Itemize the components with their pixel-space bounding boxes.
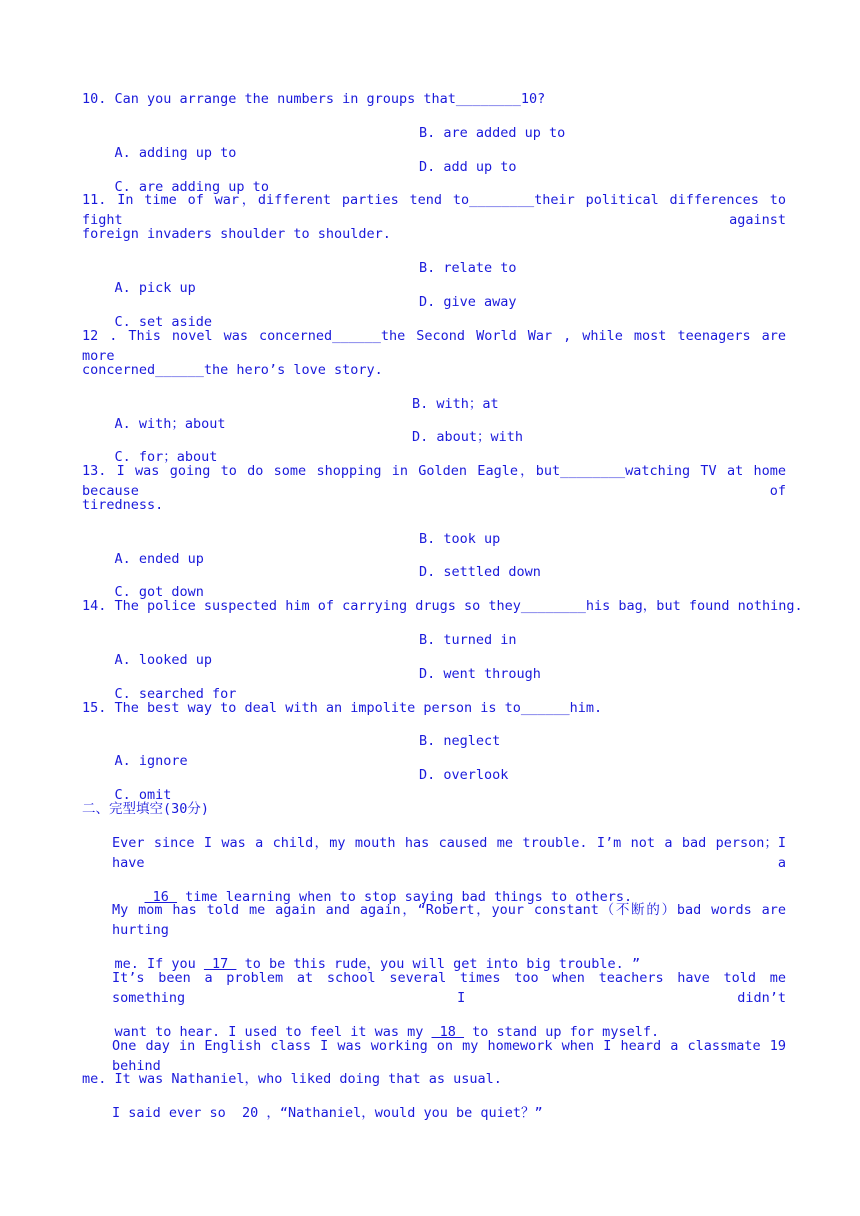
- q11-options-cd: [82, 292, 786, 330]
- q14-option-d[interactable]: D. went through: [419, 666, 541, 682]
- passage-p2-line2-pre: me. If you: [114, 956, 204, 972]
- q15-option-a[interactable]: A. ignore: [114, 753, 188, 769]
- q15-option-d[interactable]: D. overlook: [419, 767, 509, 783]
- q15-option-b[interactable]: B. neglect: [419, 733, 501, 749]
- passage-p3-line2: [82, 1002, 786, 1040]
- passage-p1-line2: [112, 867, 786, 905]
- passage-p1-line1: Ever since I was a child，my mouth has caused me trouble. I’m not a bad person；I have a: [112, 835, 786, 871]
- blank-16[interactable]: 16: [144, 889, 178, 905]
- q15-option-c[interactable]: C. omit: [114, 787, 172, 803]
- q13-options-ab: [82, 529, 786, 567]
- passage-p3-line2-pre: want to hear. I used to feel it was my: [114, 1024, 432, 1040]
- q12-options-ab: [82, 394, 786, 432]
- q12-options-cd: [82, 427, 786, 465]
- q11-option-a[interactable]: A. pick up: [114, 280, 196, 296]
- blank-17[interactable]: 17: [203, 956, 237, 972]
- q15-stem: 15. The best way to deal with an impolite person is to______him.: [82, 700, 603, 716]
- q14-options-ab: [82, 630, 786, 668]
- q14-options-cd: [82, 664, 786, 702]
- q12-option-c[interactable]: C. for；about: [114, 449, 218, 465]
- q15-options-ab: [82, 731, 786, 769]
- q12-option-a[interactable]: A. with；about: [114, 416, 226, 432]
- q14-stem: 14. The police suspected him of carrying drugs so they________his bag，but found nothing.: [82, 598, 803, 614]
- passage-p5-line1: I said ever so 20 ，“Nathaniel，would you be quiet？”: [112, 1105, 543, 1121]
- q15-options-cd: [82, 765, 786, 803]
- passage-p4-line1: One day in English class I was working on my homework when I heard a classmate 19 behind: [112, 1038, 786, 1074]
- q10-options-ab: [82, 123, 786, 161]
- q10-option-b[interactable]: B. are added up to: [419, 125, 566, 141]
- q11-option-b[interactable]: B. relate to: [419, 260, 517, 276]
- q13-options-cd: [82, 562, 786, 600]
- q11-option-d[interactable]: D. give away: [419, 294, 517, 310]
- q13-option-a[interactable]: A. ended up: [114, 551, 204, 567]
- q10-option-c[interactable]: C. are adding up to: [114, 179, 269, 195]
- passage-p2-line1: My mom has told me again and again，“Robert，your constant（不断的）bad words are hurting: [112, 902, 786, 938]
- passage-p2-line2: [82, 934, 786, 972]
- q14-option-a[interactable]: A. looked up: [114, 652, 213, 668]
- q13-option-c[interactable]: C. got down: [114, 584, 204, 600]
- q12-stem-line1: 12 . This novel was concerned______the Second World War , while most teenagers are more: [82, 328, 786, 364]
- blank-18[interactable]: 18: [431, 1024, 465, 1040]
- passage-p2-line2-post: to be this rude，you will get into big trouble. ”: [236, 956, 641, 972]
- q11-option-c[interactable]: C. set aside: [114, 314, 213, 330]
- q13-stem-line1: 13. I was going to do some shopping in Golden Eagle，but________watching TV at home because of: [82, 463, 786, 499]
- passage-p3-line2-post: to stand up for myself.: [464, 1024, 660, 1040]
- q13-option-b[interactable]: B. took up: [419, 531, 501, 547]
- q11-options-ab: [82, 258, 786, 296]
- q10-option-d[interactable]: D. add up to: [419, 159, 517, 175]
- passage-p3-line1: It’s been a problem at school several times too when teachers have told me something I didn’t: [112, 970, 786, 1006]
- q10-options-cd: [82, 157, 786, 195]
- q12-option-b[interactable]: B. with；at: [412, 396, 499, 412]
- q10-option-a[interactable]: A. adding up to: [114, 145, 237, 161]
- passage-p1-line2-text: time learning when to stop saying bad things to others.: [177, 889, 633, 905]
- q11-stem-line2: foreign invaders shoulder to shoulder.: [82, 226, 391, 242]
- q13-option-d[interactable]: D. settled down: [419, 564, 541, 580]
- passage-p4-line2: me. It was Nathaniel，who liked doing that as usual.: [82, 1071, 502, 1087]
- q11-stem-line1: 11. In time of war，different parties tend to________their political differences to fight against: [82, 192, 786, 228]
- q13-stem-line2: tiredness.: [82, 497, 164, 513]
- q14-option-c[interactable]: C. searched for: [114, 686, 237, 702]
- section-heading-cloze: 二、完型填空(30分): [82, 801, 210, 817]
- q10-stem: 10. Can you arrange the numbers in groups that________10?: [82, 91, 546, 107]
- q14-option-b[interactable]: B. turned in: [419, 632, 517, 648]
- q12-stem-line2: concerned______the hero’s love story.: [82, 362, 383, 378]
- q12-option-d[interactable]: D. about；with: [412, 429, 524, 445]
